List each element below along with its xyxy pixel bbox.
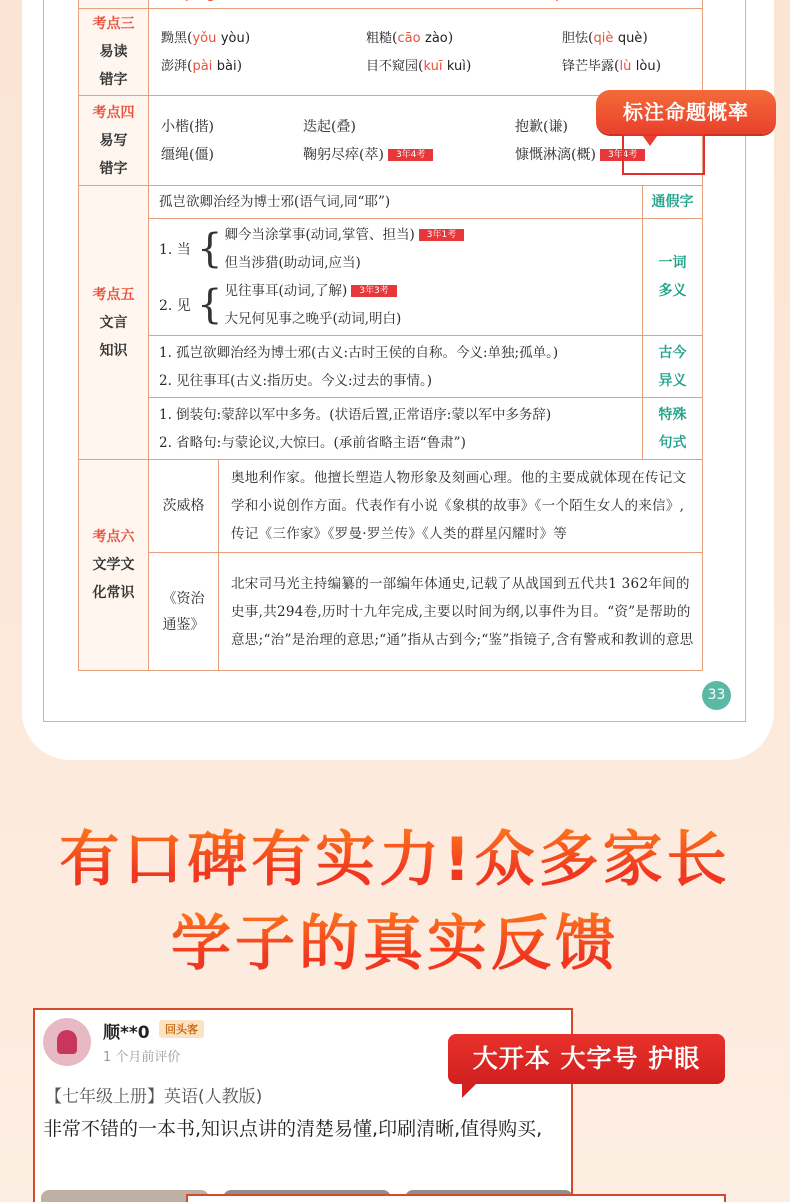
teshu-label-2: 句式: [658, 434, 687, 451]
kp4-item: 缰绳(僵): [161, 146, 214, 163]
yici-group-1: [159, 221, 642, 277]
yici-line: 大兄何见事之晚乎(动词,明白): [224, 311, 402, 327]
kp3-item: 胆怯(qiè què): [562, 30, 648, 46]
kp4-label-red: 考点四: [92, 104, 135, 121]
kp4-label-2: 错字: [99, 160, 128, 177]
kp3-label-1: 易读: [99, 44, 128, 60]
tongjia-text: 孤岂欲卿治经为博士邪(语气词,同“耶”): [159, 194, 391, 210]
review-text: 非常不错的一本书,知识点讲的清楚易懂,印刷清晰,值得购买,: [43, 1118, 543, 1140]
tongjia-label: 通假字: [643, 186, 703, 219]
kp3-item: 澎湃(pài bài): [161, 58, 243, 74]
kp3-label-2: 错字: [99, 72, 128, 88]
kp5-label-1: 文言: [99, 314, 128, 331]
kp6-label-red: 考点六: [92, 529, 135, 545]
kp5-yici-row: [79, 219, 703, 336]
yici-line: 见往事耳(动词,了解) 3年3考: [224, 277, 401, 305]
kp5-tongjia-row: [79, 186, 703, 219]
brace-icon: {: [197, 226, 223, 272]
rose-icon: [57, 1030, 77, 1054]
yici-line: 卿今当涂掌事(动词,掌管、担当) 3年1考: [224, 221, 464, 249]
yici-head-1: 1. 当: [159, 242, 191, 258]
yici-label-1: 一词: [658, 255, 687, 271]
kp5-gujin-row: [79, 336, 703, 398]
yici-group-2: [159, 277, 642, 333]
highlight-box: [622, 134, 705, 175]
frequency-tag: 3年4考: [600, 149, 645, 161]
kp4-item: 抱歉(谦): [515, 118, 568, 135]
kp5-label-2: 知识: [99, 342, 128, 359]
yici-head-2: 2. 见: [159, 298, 191, 314]
top-item-1: [161, 0, 366, 7]
frequency-tag: 3年3考: [351, 285, 396, 297]
entry-text-1: 奥地利作家。他擅长塑造人物形象及刻画心理。他的主要成就体现在传记文学和小说创作方面。代表作有小说《象棋的故事》《一个陌生女人的来信》,传记《三作家》《罗曼·罗兰传》《人类的群星闪耀时》等: [231, 470, 687, 542]
top-item-3: [514, 0, 702, 7]
page-number: 33: [702, 681, 731, 710]
top-item-2: [366, 0, 514, 7]
teshu-line-1: 1. 倒装句:蒙辞以军中多务。(状语后置,正常语序:蒙以军中多务辞): [159, 406, 552, 423]
entry-name-1: 茨威格: [149, 460, 219, 553]
yici-line: 但当涉猎(助动词,应当): [224, 255, 361, 271]
product-name: 【七年级上册】英语(人教版): [45, 1087, 263, 1107]
kp3-label-red: 考点三: [92, 16, 135, 32]
entry-text-2: 北宋司马光主持编纂的一部编年体通史,记载了从战国到五代共1 362年间的史事,共294卷,历时十九年完成,主要以时间为纲,以事件为目。“资”是帮助的意思;“治”是治理的意思;“通”指从古到今;“鉴”指镜子,含有警戒和教训的意思: [231, 575, 694, 648]
kp3-item: 锋芒毕露(lù lòu): [562, 58, 662, 74]
kp3-item: 粗糙(cāo zào): [366, 30, 454, 46]
gujin-line-2: 2. 见往事耳(古义:指历史。今义:过去的事情。): [159, 372, 433, 389]
kp5-label-red: 考点五: [92, 286, 135, 303]
headline-line-2: 学子的真实反馈: [0, 896, 790, 982]
kp6-label-2: 化常识: [92, 585, 135, 601]
kp5-teshu-row: [79, 398, 703, 460]
kp3-grid: [149, 22, 702, 82]
yici-label-2: 多义: [658, 283, 687, 299]
kp4-item: 鞠躬尽瘁(萃) 3年4考: [303, 141, 515, 169]
gujin-line-1: 1. 孤岂欲卿治经为博士邪(古义:古时王侯的自称。今义:单独;孤单。): [159, 344, 559, 361]
repeat-customer-badge: 回头客: [159, 1020, 204, 1038]
gujin-label-2: 异义: [658, 372, 687, 389]
teshu-line-2: 2. 省略句:与蒙论议,大惊曰。(承前省略主语“鲁肃”): [159, 434, 466, 451]
kp4-item: 小楷(揩): [161, 118, 214, 135]
kp4-label-1: 易写: [99, 132, 128, 149]
frequency-tag: 3年4考: [388, 149, 433, 161]
kp3-row: [79, 9, 703, 96]
next-card-edge: [186, 1194, 726, 1202]
review-photo[interactable]: [41, 1190, 209, 1202]
kp3-item: 目不窥园(kuī kuì): [366, 58, 472, 74]
kp3-item: 黝黑(yǒu yòu): [161, 30, 251, 46]
feature-banner: 大开本 大字号 护眼: [448, 1034, 725, 1084]
probability-callout: 标注命题概率: [596, 90, 776, 134]
entry-name-2b: 通鉴》: [162, 616, 205, 633]
kp6-label-1: 文学文: [92, 557, 135, 573]
teshu-label-1: 特殊: [658, 406, 687, 423]
frequency-tag: 3年1考: [419, 229, 464, 241]
kp4-item: 慷慨淋漓(概) 3年4考: [515, 141, 702, 169]
entry-name-2a: 《资治: [162, 590, 205, 607]
avatar: [43, 1018, 91, 1066]
gujin-label-1: 古今: [658, 344, 687, 361]
reviewer-name: 顺**0: [103, 1023, 150, 1043]
top-partial-row: [79, 0, 703, 9]
brace-icon: {: [197, 282, 223, 328]
headline-line-1: 有口碑有实力!众多家长: [0, 812, 790, 898]
kp6-row-2: [79, 553, 703, 671]
kp6-row-1: [79, 460, 703, 553]
review-time: 1 个月前评价: [103, 1050, 181, 1065]
kp4-item: 迭起(叠): [303, 118, 356, 135]
